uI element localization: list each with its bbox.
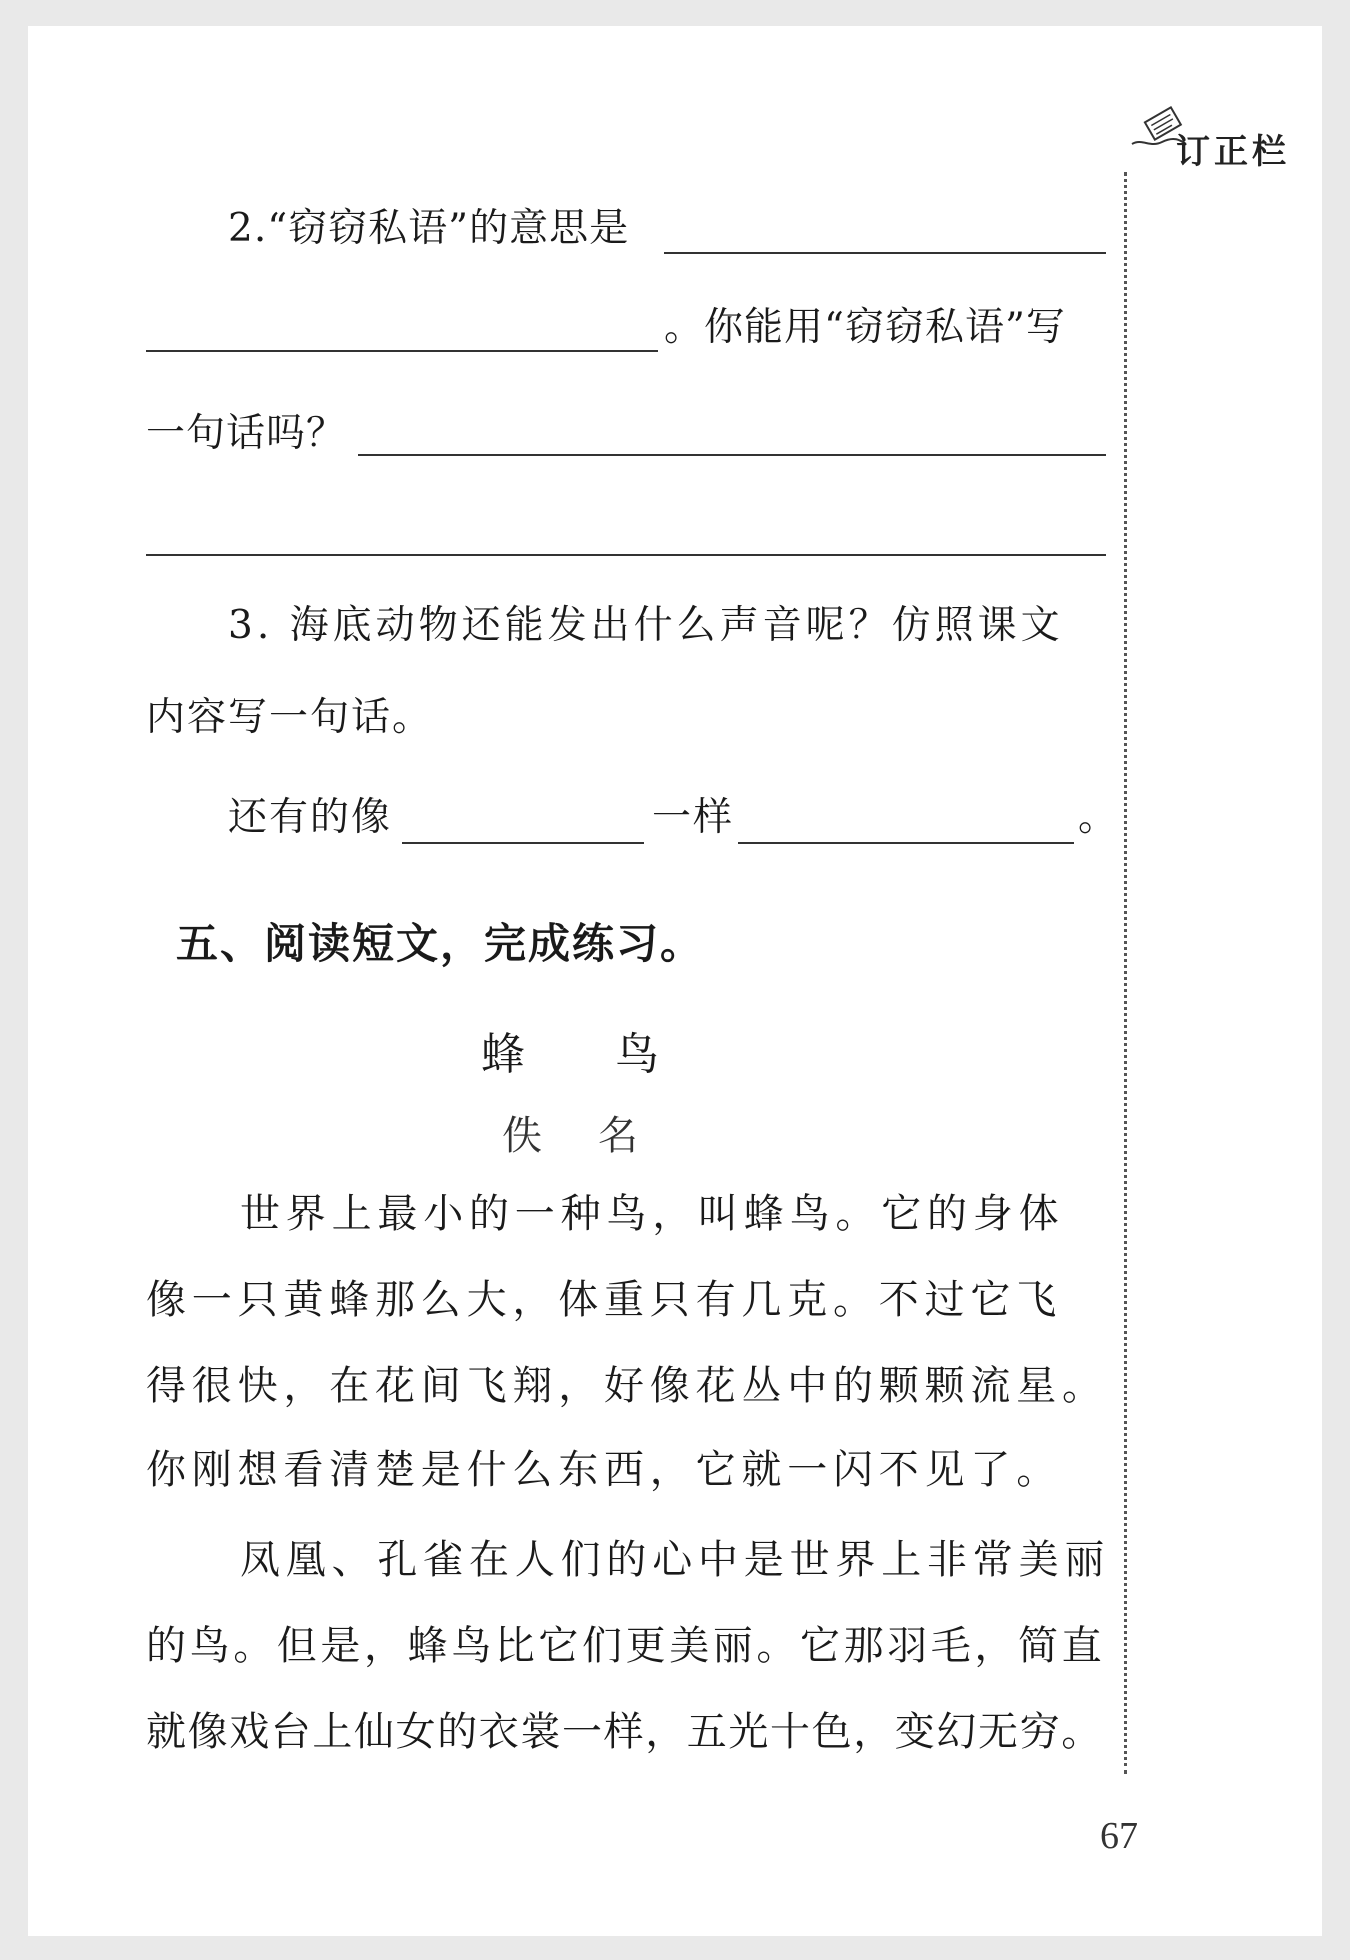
q3-sound-blank[interactable] xyxy=(738,842,1074,844)
q2-sentence-answer-blank[interactable] xyxy=(358,454,1106,456)
q2-sentence-answer-blank-2[interactable] xyxy=(146,554,1106,556)
paragraph2-line: 凤凰、孔雀在人们的心中是世界上非常美丽 xyxy=(240,1537,1111,1583)
section-heading: 五、阅读短文，完成练习。 xyxy=(176,919,705,968)
workbook-page xyxy=(28,26,1322,1936)
article-author: 佚名 xyxy=(502,1113,694,1159)
paragraph1-line: 像一只黄蜂那么大，体重只有几克。不过它飞 xyxy=(146,1277,1062,1323)
q3-animal-blank[interactable] xyxy=(402,842,644,844)
q3-line1-text: 3. 海底动物还能发出什么声音呢？仿照课文 xyxy=(228,603,1064,648)
q2-line3-text: 一句话吗？ xyxy=(146,411,347,456)
q2-meaning-answer-blank-cont[interactable] xyxy=(146,350,658,352)
q2-line1-text: 2.“窃窃私语”的意思是 xyxy=(228,206,630,251)
q3-fill-prefix: 还有的像 xyxy=(228,795,393,840)
correction-column-divider xyxy=(1124,172,1127,1774)
article-title: 蜂鸟 xyxy=(481,1029,749,1080)
paragraph1-line: 你刚想看清楚是什么东西，它就一闪不见了。 xyxy=(146,1447,1062,1493)
q3-fill-middle: 一样 xyxy=(652,795,735,840)
paragraph2-line: 就像戏台上仙女的衣裳一样，五光十色，变幻无穷。 xyxy=(146,1709,1103,1755)
q3-fill-end: 。 xyxy=(1078,795,1118,840)
correction-column-title: 订正栏 xyxy=(1176,132,1290,172)
paragraph2-line: 的鸟。但是，蜂鸟比它们更美丽。它那羽毛，简直 xyxy=(146,1623,1106,1669)
page-number: 67 xyxy=(1100,1815,1138,1857)
paragraph1-line: 得很快，在花间飞翔，好像花丛中的颗颗流星。 xyxy=(146,1363,1108,1409)
q2-line2-text: 。你能用“窃窃私语”写 xyxy=(664,305,1066,350)
q3-line2-text: 内容写一句话。 xyxy=(146,695,434,740)
paragraph1-line: 世界上最小的一种鸟，叫蜂鸟。它的身体 xyxy=(240,1191,1065,1237)
q2-meaning-answer-blank[interactable] xyxy=(664,252,1106,254)
